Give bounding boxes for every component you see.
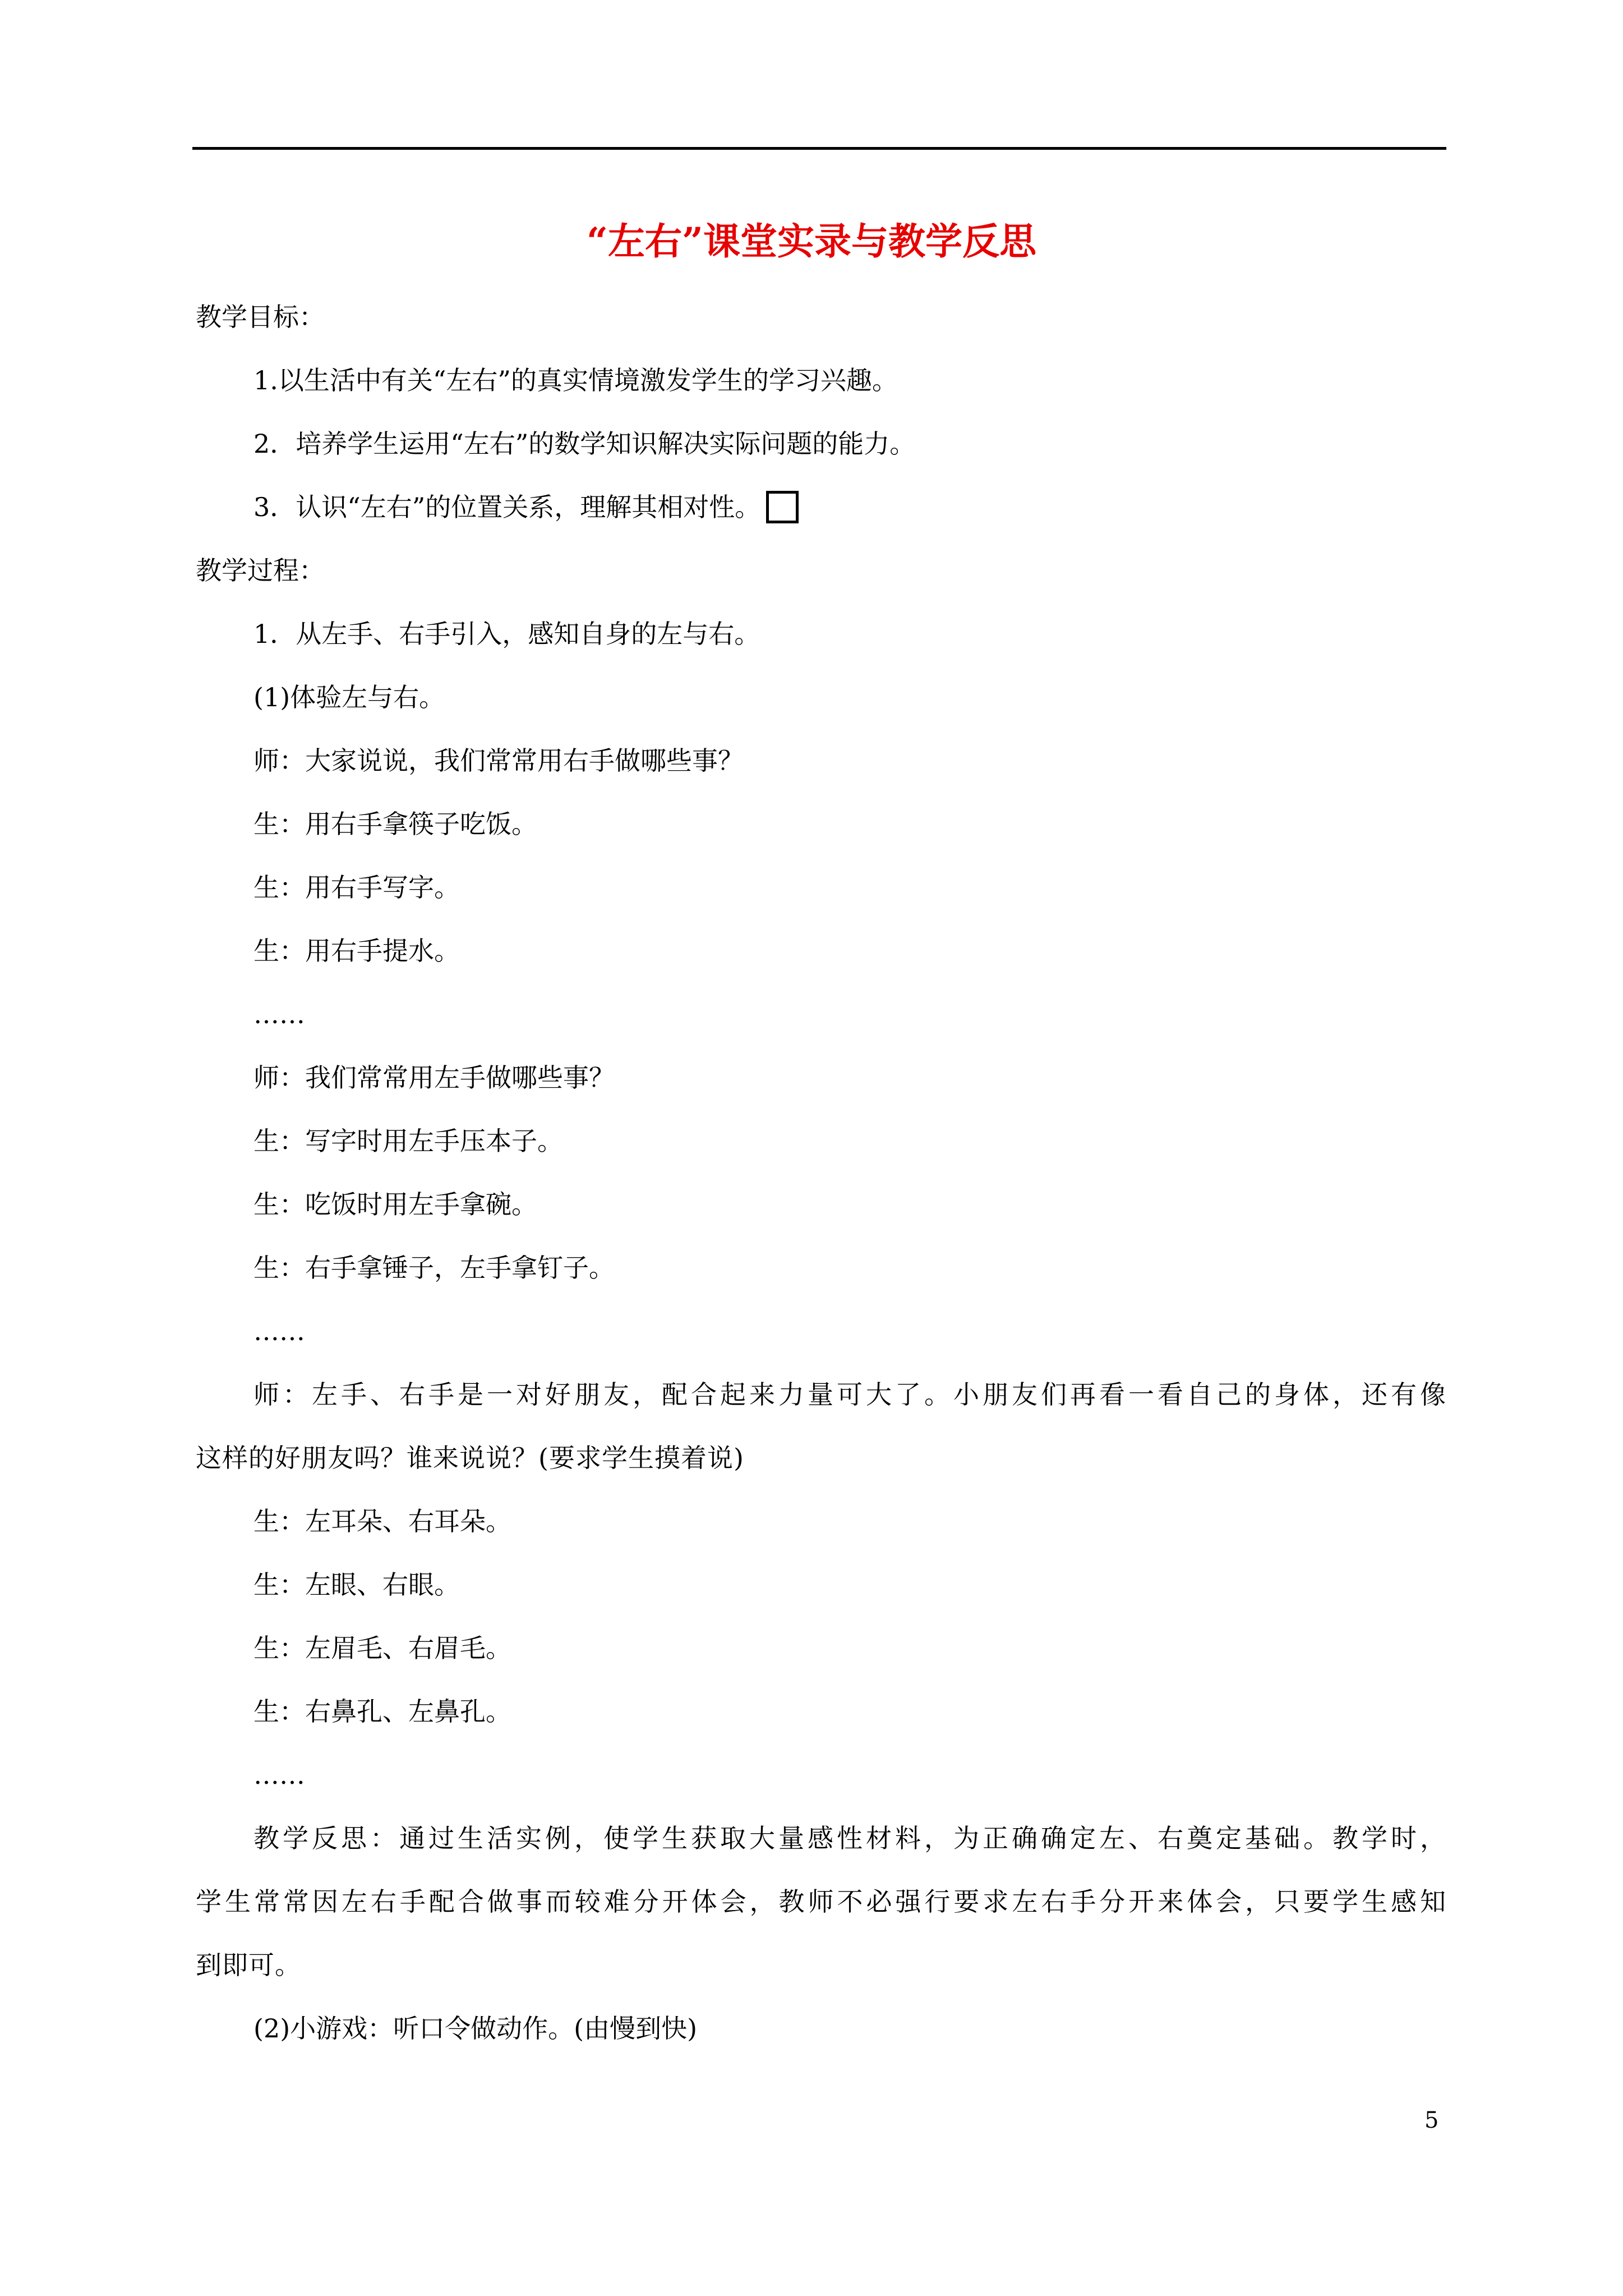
header-rule [192,147,1446,150]
paragraph-line: 教学反思：通过生活实例，使学生获取大量感性材料，为正确确定左、右奠定基础。教学时， [253,1823,1446,1853]
paragraph-line: 师：左手、右手是一对好朋友，配合起来力量可大了。小朋友们再看一看自己的身体，还有像 [253,1379,1446,1410]
subsection-heading: (2)小游戏：听口令做动作。(由慢到快) [253,2013,698,2044]
paragraph-line: 到即可。 [196,1950,301,1980]
objective-item: 2．培养学生运用“左右”的数学知识解决实际问题的能力。 [253,429,916,459]
dialogue-line: 生：用右手拿筷子吃饭。 [253,809,537,839]
objective-item: 1.以生活中有关“左右”的真实情境激发学生的学习兴趣。 [253,365,898,395]
reflection-paragraph [196,1821,1446,1982]
dialogue-line: 生：写字时用左手压本子。 [253,1126,563,1156]
ellipsis: …… [253,999,305,1029]
objective-text: 3．认识“左右”的位置关系，理解其相对性。 [253,492,761,522]
page-number: 5 [1424,2108,1439,2133]
dialogue-line: 生：右手拿锤子，左手拿钉子。 [253,1253,615,1283]
paragraph-line: 学生常常因左右手配合做事而较难分开体会，教师不必强行要求左右手分开来体会，只要学生感知 [196,1887,1446,1917]
dialogue-line: 生：左耳朵、右耳朵。 [253,1506,511,1536]
section-heading: 1．从左手、右手引入，感知自身的左与右。 [253,619,760,649]
process-heading: 教学过程： [196,555,325,586]
dialogue-line: 生：左眉毛、右眉毛。 [253,1633,511,1663]
dialogue-line: 师：大家说说，我们常常用右手做哪些事？ [253,746,744,776]
subsection-heading: (1)体验左与右。 [253,682,445,712]
objective-item-with-checkbox [253,490,799,526]
dialogue-line: 生：右鼻孔、左鼻孔。 [253,1696,511,1727]
ellipsis: …… [253,1760,305,1790]
objectives-heading: 教学目标： [196,302,325,332]
document-title: “左右”课堂实录与教学反思 [587,219,1036,263]
paragraph-line: 这样的好朋友吗？谁来说说？(要求学生摸着说) [196,1443,744,1473]
teacher-paragraph [196,1378,1446,1475]
dialogue-line: 生：左眼、右眼。 [253,1570,460,1600]
ellipsis: …… [253,1316,305,1346]
checkbox[interactable] [766,491,799,523]
dialogue-line: 生：用右手提水。 [253,936,460,966]
dialogue-line: 生：吃饭时用左手拿碗。 [253,1189,537,1220]
dialogue-line: 生：用右手写字。 [253,872,460,903]
dialogue-line: 师：我们常常用左手做哪些事？ [253,1062,615,1093]
